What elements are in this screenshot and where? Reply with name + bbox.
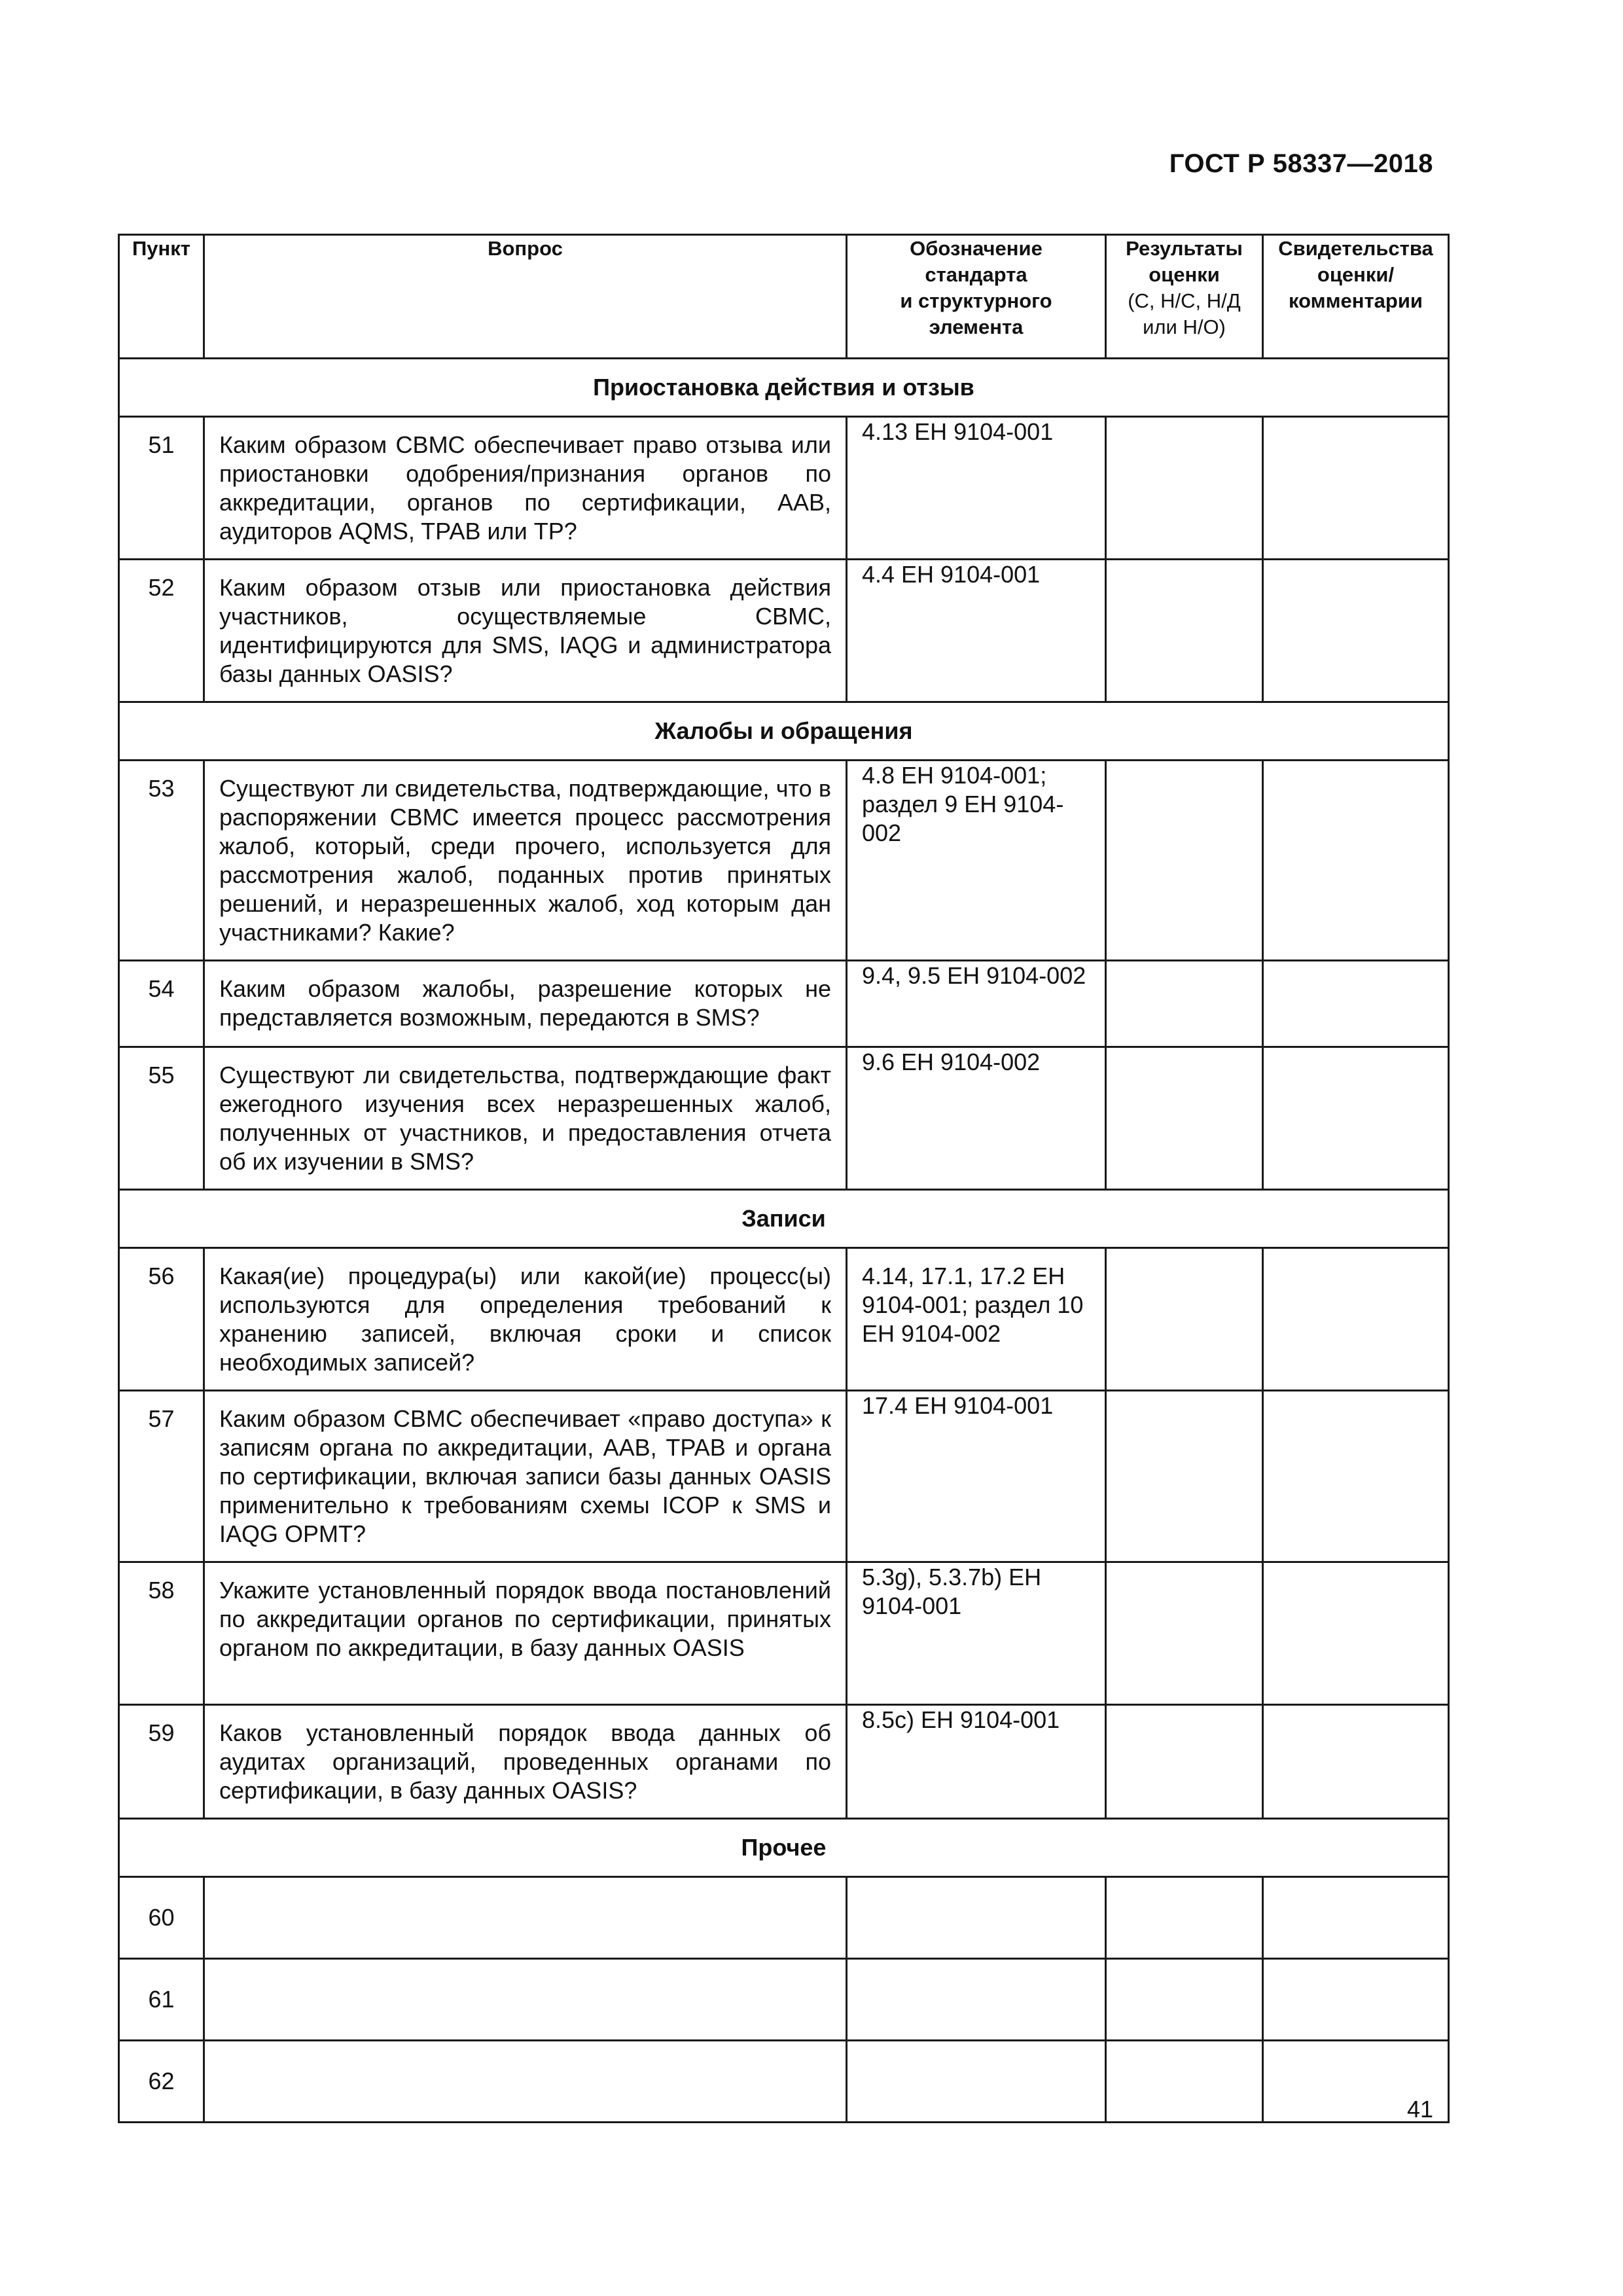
row-standard-cell[interactable]	[847, 1877, 1106, 1959]
column-header-result-line: Результаты	[1126, 237, 1243, 260]
column-header-question: Вопрос	[204, 235, 847, 359]
row-evidence-cell[interactable]	[1263, 1562, 1449, 1705]
row-standard: 9.6 ЕН 9104-002	[847, 1047, 1106, 1190]
row-number: 55	[119, 1047, 204, 1190]
table-row	[119, 761, 1449, 961]
row-standard-cell[interactable]	[847, 1959, 1106, 2041]
table-row	[119, 1562, 1449, 1705]
section-row	[119, 702, 1449, 761]
table-row	[119, 1391, 1449, 1562]
section-row	[119, 359, 1449, 417]
row-result-cell[interactable]	[1106, 1248, 1263, 1391]
row-standard: 9.4, 9.5 ЕН 9104-002	[847, 961, 1106, 1047]
row-evidence-cell[interactable]	[1263, 1705, 1449, 1819]
column-header-result-line: оценки	[1149, 263, 1220, 286]
row-number: 59	[119, 1705, 204, 1819]
row-question: Каким образом жалобы, разрешение которых не представляется возможным, передаются в SMS?	[204, 961, 847, 1047]
column-header-result	[1106, 235, 1263, 359]
row-result-cell[interactable]	[1106, 961, 1263, 1047]
column-header-num: Пункт	[119, 235, 204, 359]
row-result-cell[interactable]	[1106, 1562, 1263, 1705]
row-result-cell[interactable]	[1106, 560, 1263, 702]
row-standard: 4.4 ЕН 9104-001	[847, 560, 1106, 702]
row-evidence-cell[interactable]	[1263, 560, 1449, 702]
row-standard: 5.3g), 5.3.7b) ЕН 9104-001	[847, 1562, 1106, 1705]
section-title: Приостановка действия и отзыв	[119, 359, 1449, 417]
row-question-cell[interactable]	[204, 1877, 847, 1959]
table-row	[119, 417, 1449, 560]
row-number: 57	[119, 1391, 204, 1562]
row-result-cell[interactable]	[1106, 1877, 1263, 1959]
row-evidence-cell[interactable]	[1263, 1959, 1449, 2041]
column-header-result-line: или Н/О)	[1143, 315, 1226, 338]
row-evidence-cell[interactable]	[1263, 1248, 1449, 1391]
column-header-evidence-line: комментарии	[1289, 289, 1423, 312]
row-number: 61	[119, 1959, 204, 2041]
table-header-row	[119, 235, 1449, 359]
table-row	[119, 1705, 1449, 1819]
column-header-standard	[847, 235, 1106, 359]
row-standard-cell[interactable]	[847, 2041, 1106, 2123]
row-number: 52	[119, 560, 204, 702]
row-result-cell[interactable]	[1106, 1705, 1263, 1819]
row-number: 56	[119, 1248, 204, 1391]
row-standard: 4.14, 17.1, 17.2 ЕН 9104-001; раздел 10 ЕН 9104-002	[847, 1248, 1106, 1391]
row-number: 60	[119, 1877, 204, 1959]
column-header-standard-line: элемента	[929, 315, 1024, 338]
row-evidence-cell[interactable]	[1263, 961, 1449, 1047]
row-question-cell[interactable]	[204, 1959, 847, 2041]
table-row	[119, 1877, 1449, 1959]
row-evidence-cell[interactable]	[1263, 1391, 1449, 1562]
column-header-evidence-line: Свидетельства	[1278, 237, 1433, 260]
page-number: 41	[1406, 2096, 1433, 2123]
row-number: 62	[119, 2041, 204, 2123]
row-question: Существуют ли свидетельства, подтверждающие, что в распоряжении СВМС имеется процесс рассмотрения жалоб, который, среди прочего, используется для рассмотрения жалоб, поданных против принятых решений, и неразрешенных жалоб, ход которым дан участниками? Какие?	[204, 761, 847, 961]
table-row	[119, 961, 1449, 1047]
row-result-cell[interactable]	[1106, 417, 1263, 560]
table-row	[119, 560, 1449, 702]
table-row	[119, 2041, 1449, 2123]
document-code: ГОСТ Р 58337—2018	[1169, 149, 1433, 178]
section-row	[119, 1190, 1449, 1248]
column-header-standard-line: Обозначение	[910, 237, 1043, 260]
row-evidence-cell[interactable]	[1263, 1047, 1449, 1190]
row-standard: 4.13 ЕН 9104-001	[847, 417, 1106, 560]
row-result-cell[interactable]	[1106, 761, 1263, 961]
row-result-cell[interactable]	[1106, 2041, 1263, 2123]
row-question: Каким образом СВМС обеспечивает право отзыва или приостановки одобрения/признания органов по аккредитации, органов по сертификации, AAB, аудиторов AQMS, TPAB или TP?	[204, 417, 847, 560]
row-result-cell[interactable]	[1106, 1047, 1263, 1190]
row-question: Каким образом отзыв или приостановка действия участников, осуществляемые СВМС, идентифицируются для SMS, IAQG и администратора базы данных OASIS?	[204, 560, 847, 702]
row-number: 54	[119, 961, 204, 1047]
row-evidence-cell[interactable]	[1263, 417, 1449, 560]
column-header-standard-line: и структурного	[900, 289, 1052, 312]
column-header-result-line: (С, Н/С, Н/Д	[1128, 289, 1241, 312]
row-number: 53	[119, 761, 204, 961]
row-number: 51	[119, 417, 204, 560]
row-question: Каким образом СВМС обеспечивает «право доступа» к записям органа по аккредитации, AAB, TPAB и органа по сертификации, включая записи базы данных OASIS применительно к требованиям схемы ICOP к SMS и IAQG OPMT?	[204, 1391, 847, 1562]
column-header-standard-line: стандарта	[925, 263, 1027, 286]
row-number: 58	[119, 1562, 204, 1705]
assessment-checklist-table	[118, 234, 1450, 2123]
column-header-evidence-line: оценки/	[1317, 263, 1395, 286]
table-row	[119, 1248, 1449, 1391]
row-question: Какая(ие) процедура(ы) или какой(ие) процесс(ы) используются для определения требований к хранению записей, включая сроки и список необходимых записей?	[204, 1248, 847, 1391]
section-title: Записи	[119, 1190, 1449, 1248]
row-question: Существуют ли свидетельства, подтверждающие факт ежегодного изучения всех неразрешенных жалоб, полученных от участников, и предоставления отчета об их изучении в SMS?	[204, 1047, 847, 1190]
row-evidence-cell[interactable]	[1263, 761, 1449, 961]
row-result-cell[interactable]	[1106, 1959, 1263, 2041]
section-title: Прочее	[119, 1819, 1449, 1877]
row-question-cell[interactable]	[204, 2041, 847, 2123]
row-evidence-cell[interactable]	[1263, 1877, 1449, 1959]
row-standard: 8.5c) ЕН 9104-001	[847, 1705, 1106, 1819]
section-title: Жалобы и обращения	[119, 702, 1449, 761]
section-row	[119, 1819, 1449, 1877]
row-standard: 17.4 ЕН 9104-001	[847, 1391, 1106, 1562]
row-standard: 4.8 ЕН 9104-001; раздел 9 ЕН 9104-002	[847, 761, 1106, 961]
row-question: Каков установленный порядок ввода данных об аудитах организаций, проведенных органами по сертификации, в базу данных OASIS?	[204, 1705, 847, 1819]
row-question: Укажите установленный порядок ввода постановлений по аккредитации органов по сертификации, принятых органом по аккредитации, в базу данных OASIS	[204, 1562, 847, 1705]
table-row	[119, 1047, 1449, 1190]
column-header-evidence	[1263, 235, 1449, 359]
table-row	[119, 1959, 1449, 2041]
row-result-cell[interactable]	[1106, 1391, 1263, 1562]
